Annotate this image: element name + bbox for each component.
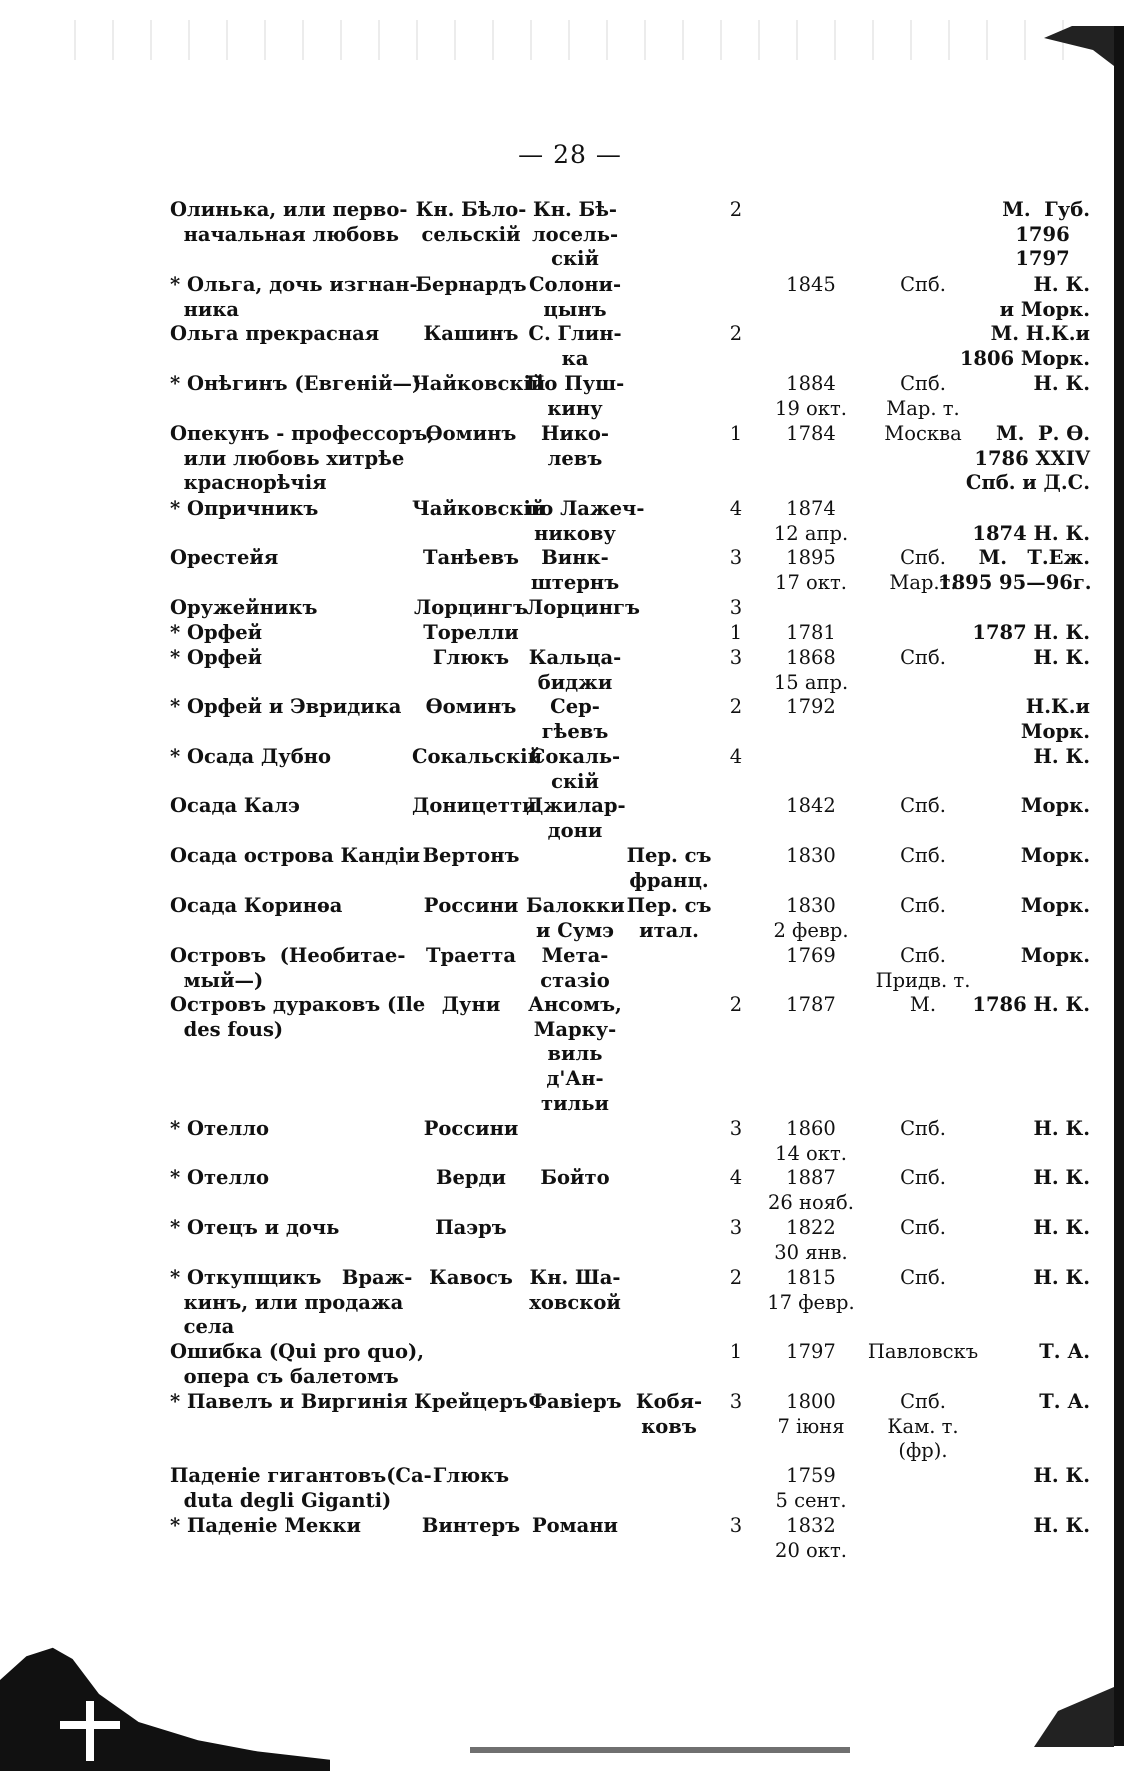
place-cell: Спб. xyxy=(900,844,946,867)
table-row xyxy=(0,422,1140,495)
source-cell: Н. К. xyxy=(1033,1266,1090,1289)
composer-cell: Кн. Бѣло- сельскій xyxy=(415,198,527,246)
source-cell: Морк. xyxy=(1020,844,1090,867)
source-cell: Н. К. xyxy=(1033,646,1090,669)
place-cell: Москва xyxy=(884,422,962,445)
premiere-date-cell: 1884 19 окт. xyxy=(775,372,847,420)
title-cell: Паденіе гигантовъ(Са- duta degli Giganti) xyxy=(170,1464,432,1512)
composer-cell: Сокальскій xyxy=(412,745,543,768)
table-row xyxy=(0,1166,1140,1214)
title-cell: * Опричникъ xyxy=(170,497,319,520)
premiere-date-cell: 1797 xyxy=(786,1340,836,1363)
librettist-cell: Кальца- биджи xyxy=(528,646,622,694)
librettist-cell: Винк- штернъ xyxy=(530,546,620,594)
translator-cell: Пер. съ итал. xyxy=(626,894,712,942)
table-row xyxy=(0,497,1140,545)
composer-cell: Лорцингъ xyxy=(414,596,528,619)
premiere-date-cell: 1842 xyxy=(786,794,836,817)
place-cell: Спб. Придв. т. xyxy=(875,944,971,992)
table-row xyxy=(0,1266,1140,1339)
acts-cell: 1 xyxy=(729,621,743,644)
acts-cell: 3 xyxy=(729,1390,743,1413)
acts-cell: 3 xyxy=(729,546,743,569)
acts-cell: 4 xyxy=(729,1166,743,1189)
table-row xyxy=(0,745,1140,793)
source-cell: М. Т.Еж. 1895 95—96г. xyxy=(938,546,1092,594)
librettist-cell: Фавіеръ xyxy=(528,1390,622,1413)
acts-cell: 3 xyxy=(729,1514,743,1537)
composer-cell: Чайковскій xyxy=(412,372,546,395)
source-cell: М. Р. Ѳ. 1786 XXIV Спб. и Д.С. xyxy=(965,422,1090,495)
table-row xyxy=(0,1340,1140,1388)
librettist-cell: По Пуш- кину xyxy=(526,372,625,420)
premiere-date-cell: 1800 7 іюня xyxy=(777,1390,845,1438)
place-cell: Спб. Кам. т. (фр). xyxy=(887,1390,959,1463)
table-row xyxy=(0,1216,1140,1264)
table-row xyxy=(0,372,1140,420)
composer-cell: Ѳоминъ xyxy=(425,695,517,718)
place-cell: Спб. xyxy=(900,1117,946,1140)
composer-cell: Дуни xyxy=(441,993,501,1016)
table-row xyxy=(0,993,1140,1115)
source-cell: Т. А. xyxy=(1039,1390,1090,1413)
premiere-date-cell: 1832 20 окт. xyxy=(775,1514,847,1562)
title-cell: * Паденіе Мекки xyxy=(170,1514,361,1537)
librettist-cell: Романи xyxy=(532,1514,618,1537)
premiere-date-cell: 1830 2 февр. xyxy=(773,894,849,942)
table-row xyxy=(0,198,1140,271)
page-number: — 28 — xyxy=(518,140,622,169)
title-cell: Ольга прекрасная xyxy=(170,322,380,345)
translator-cell: Кобя- ковъ xyxy=(635,1390,703,1438)
title-cell: Осада Коринѳа xyxy=(170,894,343,917)
table-row xyxy=(0,322,1140,370)
librettist-cell: Кн. Ша- ховской xyxy=(529,1266,621,1314)
title-cell: * Орфей xyxy=(170,646,263,669)
premiere-date-cell: 1895 17 окт. xyxy=(775,546,847,594)
acts-cell: 4 xyxy=(729,745,743,768)
source-cell: 1786 Н. К. xyxy=(972,993,1090,1016)
acts-cell: 3 xyxy=(729,1117,743,1140)
librettist-cell: Сер- гѣевъ xyxy=(541,695,609,743)
title-cell: Опекунъ - профессоръ, или любовь хитрѣе краснорѣчія xyxy=(170,422,435,495)
place-cell: Спб. xyxy=(900,1216,946,1239)
premiere-date-cell: 1787 xyxy=(786,993,836,1016)
librettist-cell: Кн. Бѣ- лосель- скій xyxy=(531,198,619,271)
place-cell: Спб. xyxy=(900,646,946,669)
composer-cell: Россини xyxy=(423,894,519,917)
place-cell: Спб. Мар.т. xyxy=(889,546,957,594)
composer-cell: Вертонъ xyxy=(422,844,520,867)
premiere-date-cell: 1845 xyxy=(786,273,836,296)
librettist-cell: Лорцингъ xyxy=(526,596,640,619)
librettist-cell: С. Глин- ка xyxy=(528,322,622,370)
composer-cell: Торелли xyxy=(423,621,519,644)
title-cell: * Откупщикъ Враж- кинъ, или продажа села xyxy=(170,1266,413,1339)
source-cell: 1787 Н. К. xyxy=(972,621,1090,644)
premiere-date-cell: 1887 26 нояб. xyxy=(768,1166,854,1214)
premiere-date-cell: 1769 xyxy=(786,944,836,967)
composer-cell: Крейцеръ xyxy=(414,1390,528,1413)
place-cell: Спб. xyxy=(900,794,946,817)
premiere-date-cell: 1781 xyxy=(786,621,836,644)
table-row xyxy=(0,596,1140,619)
librettist-cell: Джилар- дони xyxy=(526,794,626,842)
composer-cell: Доницетти xyxy=(412,794,537,817)
source-cell: М. Губ. 1796 1797 xyxy=(1002,198,1090,271)
place-cell: Спб. xyxy=(900,894,946,917)
source-cell: Н. К. и Морк. xyxy=(999,273,1090,321)
title-cell: * Ольга, дочь изгнан- ника xyxy=(170,273,418,321)
composer-cell: Россини xyxy=(423,1117,519,1140)
source-cell: Т. А. xyxy=(1039,1340,1090,1363)
source-cell: Н. К. xyxy=(1033,1464,1090,1487)
source-cell: Н. К. xyxy=(1033,1166,1090,1189)
composer-cell: Бернардъ xyxy=(415,273,527,296)
premiere-date-cell: 1830 xyxy=(786,844,836,867)
source-cell: Н. К. xyxy=(1033,1117,1090,1140)
composer-cell: Винтеръ xyxy=(421,1514,521,1537)
premiere-date-cell: 1815 17 февр. xyxy=(767,1266,855,1314)
title-cell: * Онѣгинъ (Евгеній—) xyxy=(170,372,422,395)
librettist-cell: Сокаль- скій xyxy=(529,745,621,793)
source-cell: 1874 Н. К. xyxy=(972,521,1090,545)
premiere-date-cell: 1874 12 апр. xyxy=(773,497,849,545)
composer-cell: Танѣевъ xyxy=(422,546,520,569)
title-cell: * Осада Дубно xyxy=(170,745,332,768)
librettist-cell: Балокки и Сумэ xyxy=(526,894,625,942)
librettist-cell: Ансомъ, Марку- виль д'Ан- тильи xyxy=(528,993,622,1115)
librettist-cell: Бойто xyxy=(540,1166,610,1189)
title-cell: Оружейникъ xyxy=(170,596,318,619)
composer-cell: Кавосъ xyxy=(429,1266,513,1289)
title-cell: Островъ (Необитае- мый—) xyxy=(170,944,406,992)
title-cell: * Отелло xyxy=(170,1166,269,1189)
acts-cell: 4 xyxy=(729,497,743,520)
title-cell: Ошибка (Qui pro quo), опера съ балетомъ xyxy=(170,1340,425,1388)
acts-cell: 3 xyxy=(729,596,743,619)
librettist-cell: Солони- цынъ xyxy=(528,273,622,321)
composer-cell: Чайковскій xyxy=(412,497,546,520)
place-cell: М. xyxy=(909,993,937,1016)
table-row xyxy=(0,1390,1140,1463)
acts-cell: 1 xyxy=(729,1340,743,1363)
composer-cell: Глюкъ xyxy=(432,646,510,669)
table-row xyxy=(0,1117,1140,1165)
table-row xyxy=(0,944,1140,992)
premiere-date-cell: 1860 14 окт. xyxy=(775,1117,847,1165)
table-row xyxy=(0,844,1140,892)
title-cell: Островъ дураковъ (Ile des fous) xyxy=(170,993,426,1041)
source-cell: Н. К. xyxy=(1033,1514,1090,1537)
table-row xyxy=(0,546,1140,594)
table-row xyxy=(0,794,1140,842)
source-cell: Н. К. xyxy=(1033,372,1090,395)
acts-cell: 3 xyxy=(729,646,743,669)
source-cell: Морк. xyxy=(1020,944,1090,967)
title-cell: * Павелъ и Виргинія xyxy=(170,1390,408,1413)
source-cell: Н.К.и Морк. xyxy=(1020,695,1090,743)
table-row xyxy=(0,646,1140,694)
premiere-date-cell: 1792 xyxy=(786,695,836,718)
table-row xyxy=(0,273,1140,321)
title-cell: Осада острова Кандіи xyxy=(170,844,421,867)
source-cell: Н. К. xyxy=(1033,1216,1090,1239)
premiere-date-cell: 1822 30 янв. xyxy=(774,1216,848,1264)
title-cell: * Орфей и Эвридика xyxy=(170,695,402,718)
title-cell: Олинька, или перво- начальная любовь xyxy=(170,198,408,246)
premiere-date-cell: 1784 xyxy=(786,422,836,445)
acts-cell: 3 xyxy=(729,1216,743,1239)
acts-cell: 1 xyxy=(729,422,743,445)
premiere-date-cell: 1868 15 апр. xyxy=(773,646,849,694)
composer-cell: Ѳоминъ xyxy=(425,422,517,445)
acts-cell: 2 xyxy=(729,695,743,718)
source-cell: М. Н.К.и 1806 Морк. xyxy=(959,322,1090,370)
title-cell: * Отелло xyxy=(170,1117,269,1140)
premiere-date-cell: 1759 5 сент. xyxy=(775,1464,847,1512)
place-cell: Павловскъ xyxy=(867,1340,979,1363)
translator-cell: Пер. съ франц. xyxy=(626,844,712,892)
acts-cell: 2 xyxy=(729,198,743,221)
composer-cell: Кашинъ xyxy=(423,322,519,345)
place-cell: Спб. Мар. т. xyxy=(886,372,960,420)
table-row xyxy=(0,1514,1140,1562)
composer-cell: Верди xyxy=(436,1166,506,1189)
composer-cell: Глюкъ xyxy=(432,1464,510,1487)
title-cell: Орестейя xyxy=(170,546,279,569)
librettist-cell: Нико- левъ xyxy=(540,422,610,470)
acts-cell: 2 xyxy=(729,322,743,345)
table-row xyxy=(0,894,1140,942)
table-row xyxy=(0,1464,1140,1512)
place-cell: Спб. xyxy=(900,1166,946,1189)
source-cell: Морк. xyxy=(1020,794,1090,817)
table-row xyxy=(0,695,1140,743)
place-cell: Спб. xyxy=(900,1266,946,1289)
title-cell: * Орфей xyxy=(170,621,263,644)
acts-cell: 2 xyxy=(729,993,743,1016)
librettist-cell: по Лажеч- никову xyxy=(526,497,645,545)
composer-cell: Траетта xyxy=(426,944,516,967)
librettist-cell: Мета- стазіо xyxy=(540,944,610,992)
source-cell: Н. К. xyxy=(1033,745,1090,768)
title-cell: Осада Калэ xyxy=(170,794,300,817)
place-cell: Спб. xyxy=(900,273,946,296)
composer-cell: Паэръ xyxy=(435,1216,507,1239)
acts-cell: 2 xyxy=(729,1266,743,1289)
title-cell: * Отецъ и дочь xyxy=(170,1216,340,1239)
source-cell: Морк. xyxy=(1020,894,1090,917)
table-row xyxy=(0,621,1140,644)
